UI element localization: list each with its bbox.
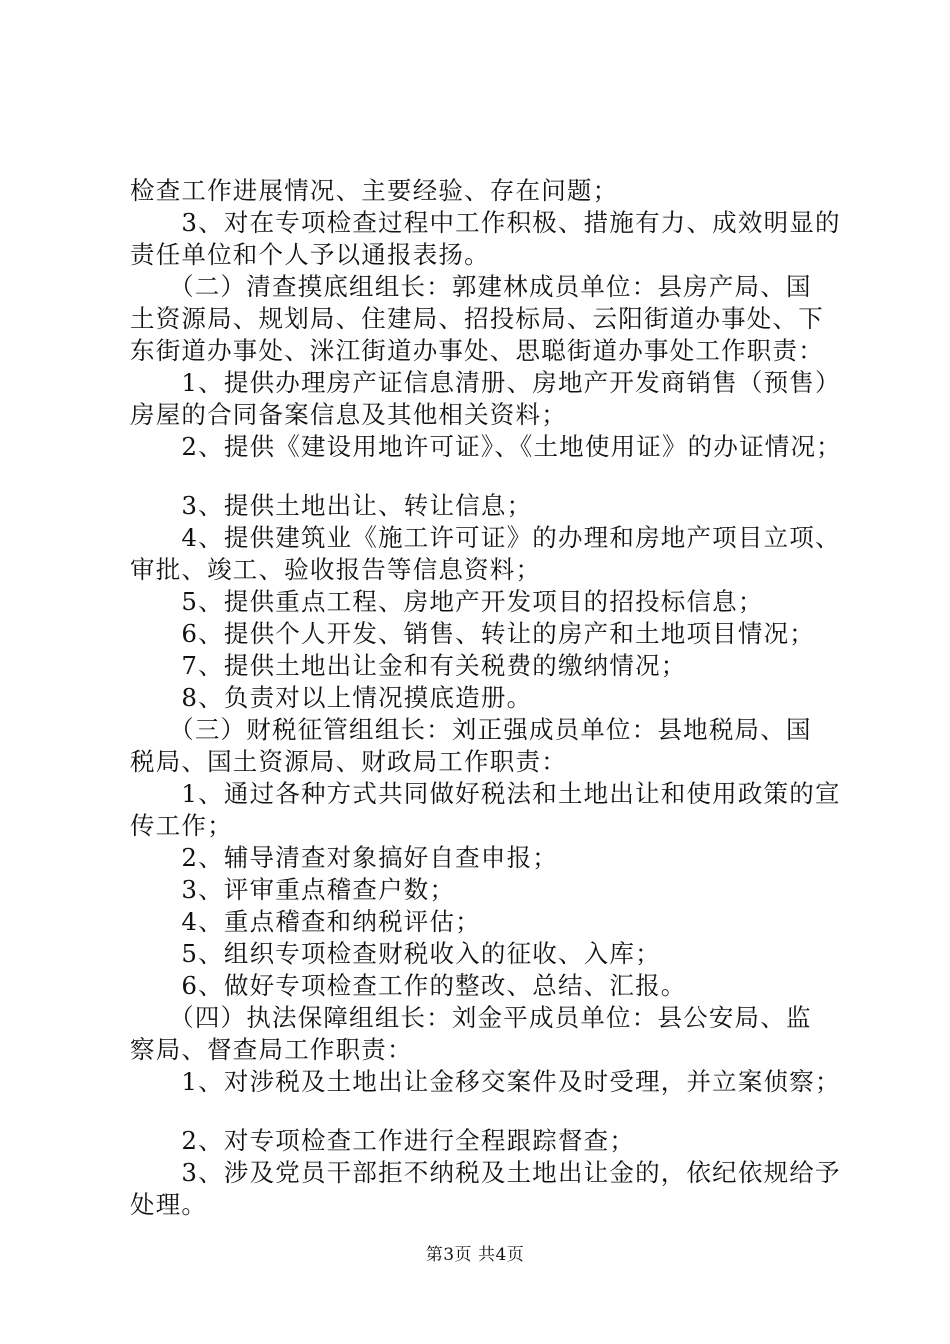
text-line: 责任单位和个人予以通报表扬。 [130,240,490,269]
text-line: 3、评审重点稽查户数； [130,875,456,904]
text-line: （三）财税征管组组长：刘正强成员单位：县地税局、国 [130,715,812,744]
text-line: （二）清查摸底组组长：郭建林成员单位：县房产局、国 [130,272,812,301]
text-line: 土资源局、规划局、住建局、招投标局、云阳街道办事处、下 [130,304,824,333]
text-line: 2、辅导清查对象搞好自查申报； [130,843,558,872]
text-line: 2、对专项检查工作进行全程跟踪督查； [130,1126,636,1155]
text-line: 4、提供建筑业《施工许可证》的办理和房地产项目立项、 [130,523,841,552]
text-line: 1、对涉税及土地出让金移交案件及时受理，并立案侦察； [130,1067,841,1096]
text-line: 3、涉及党员干部拒不纳税及土地出让金的，依纪依规给予 [130,1158,841,1187]
text-line: 5、提供重点工程、房地产开发项目的招投标信息； [130,587,764,616]
text-line: （四）执法保障组组长：刘金平成员单位：县公安局、监 [130,1003,812,1032]
text-line: 察局、督查局工作职责： [130,1035,413,1064]
text-line: 3、对在专项检查过程中工作积极、措施有力、成效明显的 [130,208,841,237]
text-line: 6、做好专项检查工作的整改、总结、汇报。 [130,971,687,1000]
text-line: 税局、国土资源局、财政局工作职责： [130,747,567,776]
text-line: 1、提供办理房产证信息清册、房地产开发商销售（预售） [130,368,841,397]
text-line: 审批、竣工、验收报告等信息资料； [130,555,542,584]
text-line: 6、提供个人开发、销售、转让的房产和土地项目情况； [130,619,815,648]
text-line: 4、重点稽查和纳税评估； [130,907,481,936]
text-line: 3、提供土地出让、转让信息； [130,491,533,520]
text-line: 7、提供土地出让金和有关税费的缴纳情况； [130,651,687,680]
text-line: 检查工作进展情况、主要经验、存在问题； [130,176,619,205]
text-line: 1、通过各种方式共同做好税法和土地出让和使用政策的宣 [130,779,841,808]
text-line: 2、提供《建设用地许可证》、《土地使用证》的办证情况； [130,432,842,461]
page-footer: 第3页 共4页 [425,1245,525,1265]
text-line: 传工作； [130,811,233,840]
text-line: 东街道办事处、洣江街道办事处、思聪街道办事处工作职责： [130,336,824,365]
text-line: 处理。 [130,1190,208,1219]
text-line: 房屋的合同备案信息及其他相关资料； [130,400,567,429]
text-line: 5、组织专项检查财税收入的征收、入库； [130,939,661,968]
text-line: 8、负责对以上情况摸底造册。 [130,683,533,712]
